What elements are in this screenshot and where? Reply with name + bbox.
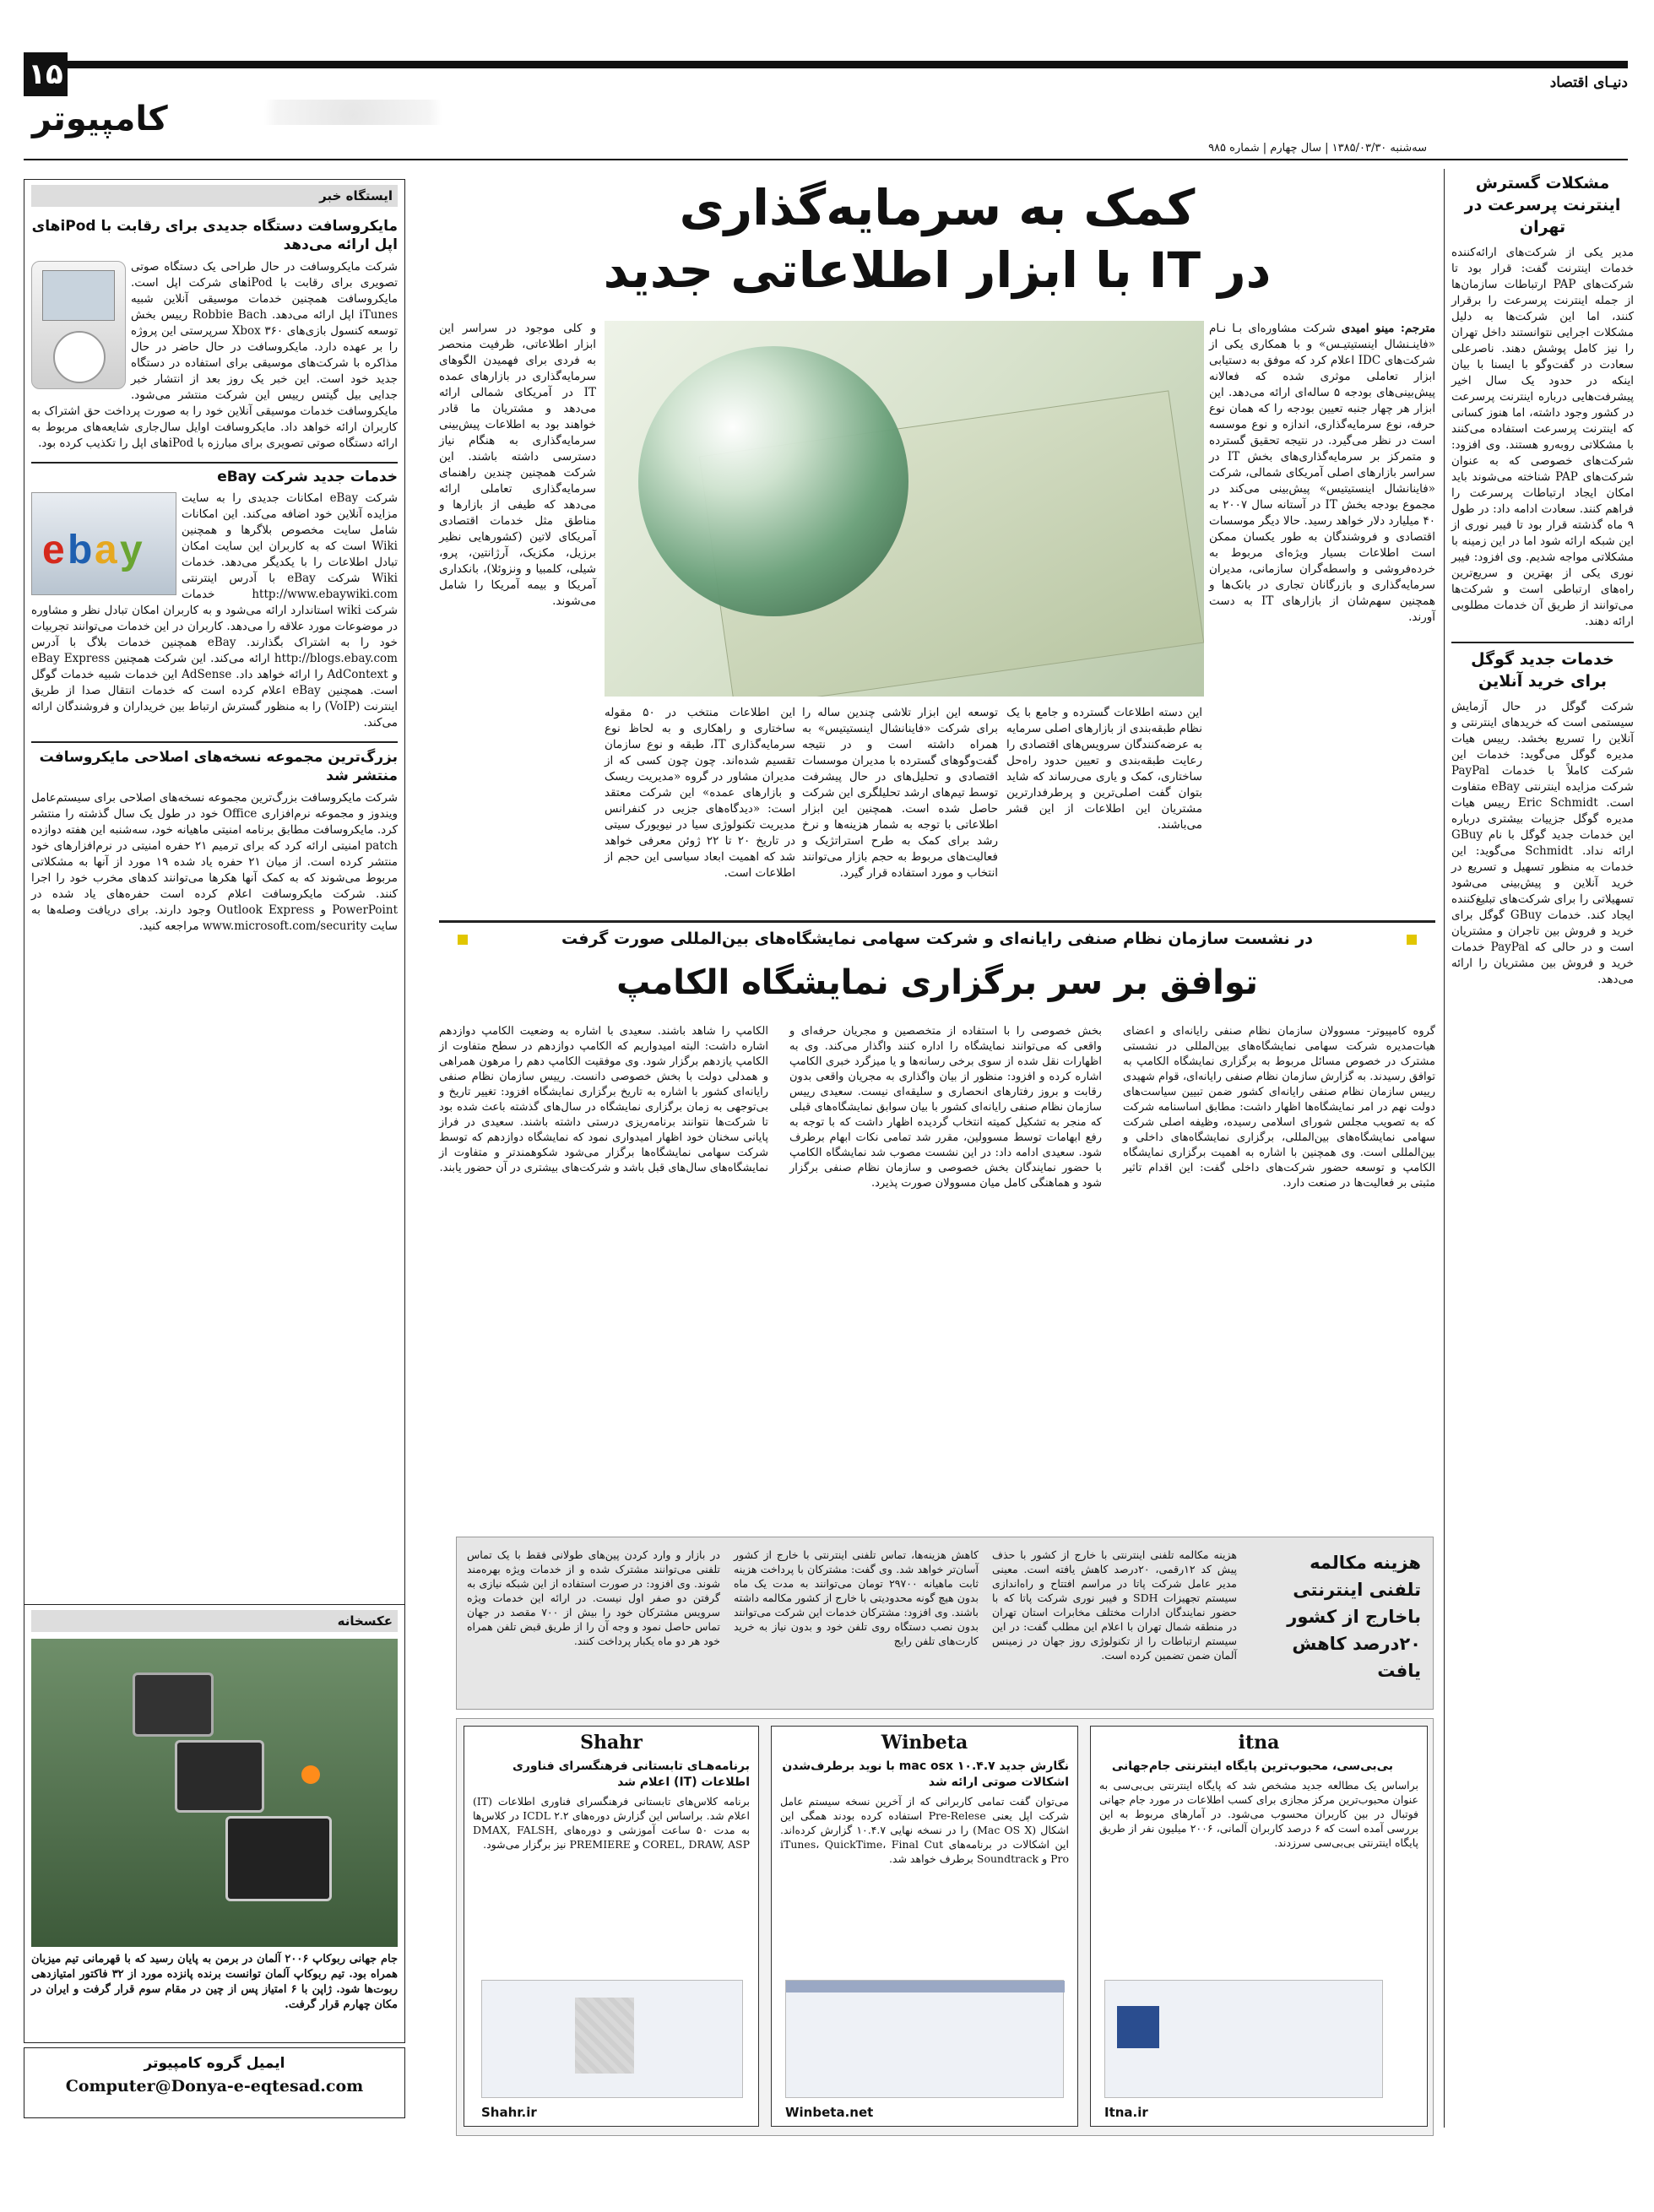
page-number: ۱۵ bbox=[28, 57, 63, 91]
internet-body: مدیر یکی از شرکت‌های ارائه‌کننده خدمات اینترنت گفت: قرار بود تا شرکت‌های PAP ارتباطات سازمان‌ها از جمله اینترنت پرسرعت را برقرار کنند، اما این شرکت‌ها به دلیل مشکلات اجرایی نتوانستند داخل تهران را نیز کامل پوشش دهند. ناصرعلی سعادت در گفت‌وگو با ایسنا با بیان اینکه در حدود یک سال اخیر پیشرفت‌هایی درباره اینترنت پرسرعت در کشور وجود داشته، اما هنوز کسانی که اینترنت پرسرعت استفاده می‌کنند با مشکلاتی روبه‌رو هستند. وی افزود: شرکت‌های خصوصی که به عنوان شرکت‌های PAP شناخته می‌شوند باید امکان ایجاد ارتباطات پرسرعت را فراهم کنند. سعادت ادامه داد: در طول ۹ ماه گذشته قرار بود تا فیبر نوری از این شبکه ارائه شود اما در این زمینه با مشکلاتی مواجه شدیم. وی افزود: فیبر نوری یکی از بهترین و سریع‌ترین راه‌های ارتباطی است و شرکت‌ها می‌توانند از طریق آن خدمات مطلوبی ارائه دهند. bbox=[1451, 246, 1634, 628]
kicker-bullet-left bbox=[458, 935, 468, 945]
site-thumbnail bbox=[1104, 1980, 1383, 2098]
ms-device-body: شرکت مایکروسافت در حال طراحی یک دستگاه صوتی تصویری برای رقابت با iPodهای شرکت اپل است. مایکروسافت همچنین خدمات موسیقی آنلاین شبیه iTunes اپل ارائه می‌دهد. Robbie Bach رییس بخش توسعه کنسول بازی‌های Xbox ۳۶۰ سرپرستی این پروژه را بر عهده دارد. مایکروسافت در حال حاضر در حال مذاکره با شرکت‌های موسیقی برای استفاده در دستگاه جدید خود است. این خبر یک روز بعد از انتشار خبر جدایی بیل گیتس رییس این شرکت منتشر می‌شود. مایکروسافت خدمات موسیقی آنلاین خود را به صورت پرداخت حق اشتراک به کاربران ارائه خواهد داد. مایکروسافت اوایل سال‌جاری شایعه‌های مربوط به ارائه دستگاه صوتی تصویری برای مبارزه با iPodهای اپل را تکذیب کرده بود. bbox=[31, 260, 399, 450]
dateline: سه‌شنبه ۱۳۸۵/۰۳/۳۰ | سال چهارم | شماره ۹۸۵ bbox=[1208, 142, 1427, 155]
site-card-headline: برنامه‌هـای تابستانی فرهنگسرای فناوری اطلاعات (IT) اعلام شد bbox=[512, 1759, 750, 1789]
phone-col-2: کاهش هزینه‌ها، تماس تلفنی اینترنتی با خارج از کشور آسان‌تر خواهد شد. وی گفت: مشترکان با پرداخت هزینه ثابت ماهیانه ۲۹۷۰۰ تومان می‌توانند به مدت یک ماه بدون هیچ گونه محدودیتی با خارج از کشور مکالمه داشته باشند. وی افزود: مشترکان خدمات این شرکت می‌توانند بدون نصب دستگاه روی تلفن خود و بدون نیاز به خرید کارت‌های تلفن رایج bbox=[734, 1548, 979, 1647]
ebay-logo-b: b bbox=[68, 528, 93, 572]
photo-header: عکسخانه bbox=[31, 1610, 398, 1632]
main-col-1 bbox=[1209, 321, 1435, 626]
news-station-box bbox=[24, 179, 405, 1673]
section-title: کامپیوتر bbox=[32, 100, 168, 138]
page-number-box bbox=[24, 52, 68, 96]
ebay-body: شرکت eBay امکانات جدیدی را به سایت مزایده آنلاین خود اضافه می‌کند. این امکانات شامل سایت مخصوص بلاگرها و همچنین Wiki است که به کاربران این سایت امکان تبادل اطلاعات را با یکدیگر می‌دهد. خدمات Wiki شرکت eBay با آدرس اینترنتی http://www.ebaywiki.com خدمات شرکت wiki استاندارد ارائه می‌شود و به کاربران امکان تبادل نظر و مشاوره در موضوعات مورد علاقه را می‌دهد. کاربران در این خدمات می‌توانند تجربیات خود را به اشتراک بگذارند. eBay همچنین خدمات بلاگ با آدرس http://blogs.ebay.com ارائه می‌کند. این شرکت همچنین eBay Express و AdContext را ارائه خواهد داد. AdSense این خدمات شبیه خدمات گوگل است. همچنین eBay اعلام کرده است که خدمات انتقال صدا از طریق اینترنت (VoIP) را به منظور گسترش ارتباط بین خریداران و فروشندگان ارائه می‌کند. bbox=[31, 491, 398, 729]
site-card-name: Shahr bbox=[580, 1732, 643, 1754]
station-header: ایستگاه خبر bbox=[31, 185, 398, 207]
site-card-body: می‌توان گفت تمامی کاربرانی که از آخرین نسخه سیستم عامل شرکت اپل یعنی Pre-Relese استفاده کرده بودند همگی این اشکال (Mac OS X) را در نسخه نهایی ۱۰.۴.۷ گزارش کرده‌اند. این اشکالات در برنامه‌های iTunes، QuickTime، Final Cut Pro و Soundtrack برطرف خواهد شد. bbox=[780, 1795, 1069, 1865]
main-article bbox=[439, 169, 1435, 920]
expo-col-2: بخش خصوصی را با استفاده از متخصصین و مجریان حرفه‌ای و واقعی که می‌توانند نمایشگاه را اداره کنند واگذار می‌کند. وی به اظهارات نقل شده از سوی برخی رسانه‌ها و یا میزگرد خبری الکامپ اشاره کرده و افزود: منظور از بیان واگذاری به مجریان واقعی بدون رقابت و بروز رفتارهای انحصاری و سلیقه‌ای نیست. سعیدی رییس سازمان نظام صنفی رایانه‌ای کشور با بیان سوابق نمایشگاه‌های قبلی که منجر به تشکیل کمیته انتخاب گردیده اظهار داشت که با توجه به رفع ابهامات توسط مسوولین، مقرر شد تمامی نکات ابهام برطرف شود. سعیدی ادامه داد: در این نشست مصوب شد نمایشگاه الکامپ با حضور نمایندگان بخش خصوصی و سازمان نظام صنفی برگزار شود و هماهنگی کامل میان مسوولان صورت پذیرد. bbox=[789, 1025, 1102, 1190]
main-col-1-text: شرکت مشاوره‌ای بـا نـام «فاینـنشال اینستیتیـس» و با همکاری یکی از شرکت‌های IDC اعلام کرد که موفق به دستیابی ابزار تعاملی موثری شده که فعالانه پیش‌بینی‌های بودجه ۵ ساله‌ای ارائه می‌دهد. این ابزار هر چهار جنبه تعیین بودجه را که همان نوع حرفه، نوع سرمایه‌گذاری، اندازه و نوع موسسه است در نظر می‌گیرد. در نتیجه تحقیق گسترده و متمرکز بر سرمایه‌گذاری‌های بخش IT در سراسر بازارهای اصلی آمریکای شمالی، شرکت «فاینانشال اینستیتیس» پیش‌بینی می‌کند در مجموع بودجه بخش IT در آستانه سال ۲۰۰۷ به ۴۰ میلیارد دلار خواهد رسید. حالا دیگر موسسات اقتصادی و فروشندگان به طور یکسان ممکن است اطلاعات بسیار ویژه‌ای مربوط به خرده‌فروشی و واسطه‌گران سازمانی، مدیران سرمایه‌گذاری و بازرگانان تجاری در بانک‌ها و همچنین سهم‌شان از بازارهای IT به دست آورند. bbox=[1209, 322, 1435, 624]
email-label: ایمیل گروه کامپیوتر bbox=[144, 2055, 285, 2072]
phone-col-1: هزینه مکالمه تلفنی اینترنتی با خارج از کشور با حذف پیش کد ۱۲رقمی، ۲۰درصد کاهش یافته است. معینی مدیر عامل شرکت پاتا در مراسم افتتاح و راه‌اندازی سیستم تجهیزات SDH و فیبر نوری شرکت پاتا که با حضور نمایندگان ادارات مختلف مخابرات استان تهران در منطقه شمال تهران با اعلام این مطلب گفت: در این سیستم ارتباطات را از تکنولوژی روز جهان در زمینس آلمان ضمن تضمین کرده است. bbox=[992, 1548, 1237, 1662]
robocup-photo bbox=[31, 1639, 398, 1947]
ebay-title: خدمات جدید شرکت eBay bbox=[31, 462, 398, 485]
masthead bbox=[24, 52, 1628, 138]
phone-box bbox=[456, 1537, 1434, 1710]
site-card-shahr bbox=[464, 1726, 759, 2127]
site-thumbnail bbox=[481, 1980, 743, 2098]
ball bbox=[301, 1765, 320, 1784]
site-cards-area bbox=[456, 1718, 1434, 2136]
section-ornament bbox=[226, 100, 480, 125]
ms-patch-body: شرکت مایکروسافت بزرگ‌ترین مجموعه نسخه‌های اصلاحی برای سیستم‌عامل ویندوز و مجموعه نرم‌افزاری Office خود در طول یک سال گذشته را منتشر کرد. مایکروسافت مطابق برنامه امنیتی ماهیانه خود، سه‌شنبه این هفته دوازده patch امنیتی ارائه کرد که برای ترمیم ۲۱ حفره امنیتی در نرم‌افزارهای خود منتشر کرده است. از میان ۲۱ حفره یاد شده ۱۹ مورد از آنها به مشکلاتی مربوط می‌شوند که به کمک آنها هکرها می‌توانند کدهای مخرب خود را اجرا کنند. شرکت مایکروسافت اعلام کرده است حفره‌های یاد شده در PowerPoint و Outlook Express وجود دارند. برای دریافت وصله‌ها به سایت www.microsoft.com/security مراجعه کنید. bbox=[31, 791, 398, 933]
robot-2 bbox=[175, 1740, 264, 1813]
site-card-headline: بی‌بی‌سی، محبوب‌ترین پایگاه اینترنتی جام‌جهانی bbox=[1111, 1759, 1393, 1773]
site-thumbnail bbox=[785, 1980, 1064, 2098]
internet-title: مشکلات گسترش اینترنت پرسرعت در تهران bbox=[1464, 174, 1621, 236]
glass-globe bbox=[638, 346, 908, 616]
phone-title: هزینه مکالمه تلفنی اینترنتی باخارج از کشور ۲۰درصد کاهش یافت bbox=[1287, 1553, 1421, 1681]
thumbnail-logo-block bbox=[1117, 2006, 1159, 2048]
site-card-url[interactable]: Shahr.ir bbox=[481, 2105, 537, 2120]
expo-article bbox=[439, 920, 1435, 1511]
right-column bbox=[1444, 169, 1634, 2128]
main-col-4: این اطلاعات منتخب در ۵۰ مقوله ساختاری و راهکاری و به لحاظ نوع سرمایه‌گذاری IT، طبقه و نوع سازمان تقسیم شده‌اند. چون چون کسی که از مدیران مشاور در گروه «مدیریت ریسک و بازارهای عمده» این شرکت معتقد است: «دیدگاه‌های جزیی در کنفرانس مدیریت تکنولوژی سیا در نیویورک سیتی در تاریخ ۲۰ تا ۲۲ ژوئن معرفی خواهد شد که اهمیت ابعاد سیاسی این حجم از اطلاعات است. bbox=[605, 706, 796, 880]
headline-2: در IT با ابزار اطلاعاتی جدید bbox=[603, 241, 1272, 299]
site-card-body: برنامه کلاس‌های تابستانی فرهنگسرای فناوری اطلاعات (IT) اعلام شد. براساس این گزارش دوره‌های ICDL ۲.۲ در کلاس‌ها به مدت ۵۰ ساعت آموزشی و دوره‌های DMAX, FALSH, COREL, DRAW, ASP و PREMIERE نیز برگزار می‌شود. bbox=[473, 1795, 750, 1851]
robot-3 bbox=[225, 1816, 332, 1901]
ebay-logo-e: e bbox=[42, 528, 65, 572]
site-card-url[interactable]: Itna.ir bbox=[1104, 2105, 1148, 2120]
google-body: شرکت گوگل در حال آزمایش سیستمی است که خریدهای اینترنتی و آنلاین را تسریع بخشد. رییس هیات مدیره گوگل می‌گوید: خدمات این شرکت کاملاً با خدمات PayPal شرکت مزایده اینترنتی eBay متفاوت است. Eric Schmidt رییس هیات مدیره گوگل جزییات بیشتری درباره این خدمات جدید گوگل با نام GBuy ارائه نداد. Schmidt می‌گوید: این خدمات به منظور تسهیل و تسریع در خرید آنلاین و پیش‌بینی می‌شود تسهیلاتی را برای شرکت‌های تبلیغ‌کننده ایجاد کند. خدمات GBuy گوگل برای خرید و فروش بین تاجران و مشتریان است و در حالی که PayPal خدمات خرید و فروش بین مشتریان را ارائه می‌دهد. bbox=[1451, 700, 1634, 986]
ms-patch-title: بزرگ‌ترین مجموعه نسخه‌های اصلاحی مایکروسافت منتشر شد bbox=[31, 741, 398, 785]
ms-device-title: مایکروسافت دستگاه جدیدی برای رقابت با iPodهای اپل ارائه می‌دهد bbox=[31, 218, 398, 253]
ipod-wheel bbox=[53, 331, 106, 383]
site-card-name: itna bbox=[1238, 1732, 1280, 1754]
expo-col-3: الکامپ را شاهد باشند. سعیدی با اشاره به وضعیت الکامپ دوازدهم اشاره داشت: البته امیدواریم که الکامپ دوازدهم در سطح متفاوت از الکامپ یازدهم برگزار شود. وی موفقیت الکامپ دهم را مرهون همراهی و همدلی دولت با بخش خصوصی دانست. رییس سازمان نظام صنفی رایانه‌ای کشور با اشاره به تاریخ برگزاری نمایشگاه افزود: تغییر تاریخ و بی‌توجهی به زمان برگزاری نمایشگاه در سال‌های گذشته باعث شده بود تا شرکت‌ها نتوانند برنامه‌ریزی درستی داشته باشند. سعیدی در فراز پایانی سخنان خود اظهار امیدواری نمود که نمایشگاه دوازدهم که توسط شرکت سهامی نمایشگاه‌ها برگزار می‌شود شکوهمندتر و متفاوت از نمایشگاه‌های سال‌های قبل باشد و شرکت‌های بیشتری در آن حضور یابند. bbox=[439, 1025, 768, 1174]
ipod-screen bbox=[42, 270, 115, 321]
site-card-body: براساس یک مطالعه جدید مشخص شد که پایگاه اینترنتی بی‌بی‌سی به عنوان محبوب‌ترین مرکز مجازی برای کسب اطلاعات در مورد جام جهانی فوتبال در بین کاربران محسوب می‌شود. در آمارهای مربوط به این بررسی آمده است که ۶ درصد کاربران آلمانی، ۲۰۰۶ میلیون نفر از طریق پایگاه اینترنتی بی‌بی‌سی سرزدند. bbox=[1099, 1779, 1418, 1849]
expo-headline: توافق بر سر برگزاری نمایشگاه الکامپ bbox=[616, 963, 1258, 1002]
translator: مترجم: مینو امیدی bbox=[1341, 322, 1435, 335]
site-card-headline: نگارش جدید mac osx ۱۰.۴.۷ با نوید برطرف‌شدن اشکالات صوتی ارائه شد bbox=[782, 1759, 1069, 1789]
google-title: خدمات جدید گوگل برای خرید آنلاین bbox=[1451, 642, 1634, 692]
expo-kicker: در نشست سازمان نظام صنفی رایانه‌ای و شرکت سهامی نمایشگاه‌های بین‌المللی صورت گرفت bbox=[561, 930, 1314, 948]
site-card-winbeta bbox=[771, 1726, 1078, 2127]
site-card-name: Winbeta bbox=[881, 1732, 968, 1754]
robot-1 bbox=[133, 1673, 214, 1737]
globe-image bbox=[605, 321, 1204, 697]
expo-col-1: گروه کامپیوتر- مسوولان سازمان نظام صنفی رایانه‌ای و اعضای هیات‌مدیره شرکت سهامی نمایشگاه‌های بین‌المللی در نشستی مشترک در خصوص مسائل مربوط به برگزاری نمایشگاه الکامپ به توافق رسیدند. به گزارش سازمان نظام صنفی رایانه‌ای، قوام شهیدی رییس سازمان نظام صنفی رایانه‌ای کشور ضمن تبیین سیاست‌های دولت نهم در امر نمایشگاه‌ها اظهار داشت: مطابق اساسنامه شرکت که به تصویب مجلس شورای اسلامی رسیده، وظیفه اصلی شرکت سهامی نمایشگاه‌های بین‌المللی، برگزاری نمایشگاه‌های داخلی و بین‌المللی است. وی همچنین با اشاره به اهمیت برگزاری نمایشگاه الکامپ و توسعه حضور شرکت‌های داخلی گفت: این اقدام تاثیر مثبتی بر فعالیت‌ها در صنعت دارد. bbox=[1123, 1025, 1435, 1190]
paper-name: دنیـای اقتصاد bbox=[1549, 74, 1628, 91]
top-rule bbox=[24, 61, 1628, 68]
thumbnail-bar bbox=[786, 1981, 1065, 1992]
photo-box bbox=[24, 1604, 405, 2043]
dateline-rule bbox=[24, 159, 1628, 160]
thumbnail-photo bbox=[575, 1998, 634, 2074]
photo-caption: جام جهانی ربوکاپ ۲۰۰۶ آلمان در برمن به پایان رسید که با قهرمانی تیم میزبان همراه بود. تیم ربوکاپ آلمان توانست برنده پانزده مورد از ۳۲ فاکتور امتیازدهی ربوت‌ها شود. ژاپن با ۶ امتیاز پس از چین در مقام سوم قرار گرفت و ایران در مکان چهارم قرار گرفت. bbox=[31, 1953, 398, 2011]
email-box bbox=[24, 2047, 405, 2118]
main-col-5: و کلی موجود در سراسر این ابزار اطلاعاتی، ظرفیت منحصر به فردی برای فهمیدن الگوهای سرمایه‌گذاری در بازارهای عمده IT در آمریکای شمالی ارائه می‌دهد و مشتریان ما قادر خواهند بود به اطلاعات پیش‌بینی سرمایه‌گذاری به هنگام نیاز دسترسی داشته باشند. این شرکت همچنین چندین راهنمای سرمایه‌گذاری تعاملی ارائه می‌دهد که طیفی از بازارها و مناطق مثل خدمات اقتصادی آمریکای لاتین (کشورهایی نظیر برزیل، مکزیک، آرژانتین، پرو، شیلی، کلمبیا و ونزوئلا)، بانکداری آمریکا و بیمه آمریکا را شامل می‌شوند. bbox=[439, 322, 596, 608]
ebay-logo-a: a bbox=[95, 528, 117, 572]
ipod-image bbox=[31, 261, 126, 389]
site-card-itna bbox=[1090, 1726, 1428, 2127]
phone-col-3: در بازار و وارد کردن پین‌های طولانی فقط با یک تماس تلفنی می‌توانند مشترک شده و از خدمات ویژه بهره‌مند شوند. وی افزود: در صورت استفاده از این شبکه نیازی به گرفتن دو صفر اول نیست. در ارائه این خدمات ویژه سرویس مشترکان خود را بیش از ۷۰۰ مقصد در جهان تماس حاصل نمود و وجه آن را از طریق قبض تلفن همراه خود هر دو ماه یکبار پرداخت کنند. bbox=[467, 1548, 720, 1647]
ebay-logo-y: y bbox=[120, 528, 143, 572]
headline-1: کمک به سرمایه‌گذاری bbox=[679, 179, 1196, 236]
site-card-url[interactable]: Winbeta.net bbox=[785, 2105, 874, 2120]
main-col-2: این دسته اطلاعات گسترده و جامع با یک نظام طبقه‌بندی از بازارهای اصلی سرمایه به عرضه‌کنندگان سرویس‌های اقتصادی را رعایت طبقه‌بندی و تعیین حدود راه‌حل ساختاری، کمک و یاری می‌رساند که شاید بتوان گفت اصلی‌ترین و پرطرفدارترین مشتریان این اطلاعات از این قشر می‌باشند. bbox=[1006, 706, 1202, 832]
ebay-image bbox=[31, 492, 176, 595]
kicker-bullet-right bbox=[1407, 935, 1417, 945]
main-col-3: توسعه این ابزار تلاشی چندین ساله را برای شرکت «فاینانشال اینستیتیس» به همراه داشته است و در نتیجه گفت‌وگوهای گسترده با مدیران موسسات اقتصادی و تحلیل‌های در حال پیشرفت توسط تیم‌های ارشد تحلیلگری این شرکت حاصل شده است. همچنین این ابزار اطلاعاتی با توجه به شمار هزینه‌ها و نرخ رشد برای کمک به طرح استراتژیک و فعالیت‌های مربوط به حجم بازار می‌توانند انتخاب و مورد استفاده قرار گیرد. bbox=[802, 706, 998, 880]
email-address[interactable]: Computer@Donya-e-eqtesad.com bbox=[65, 2077, 364, 2095]
